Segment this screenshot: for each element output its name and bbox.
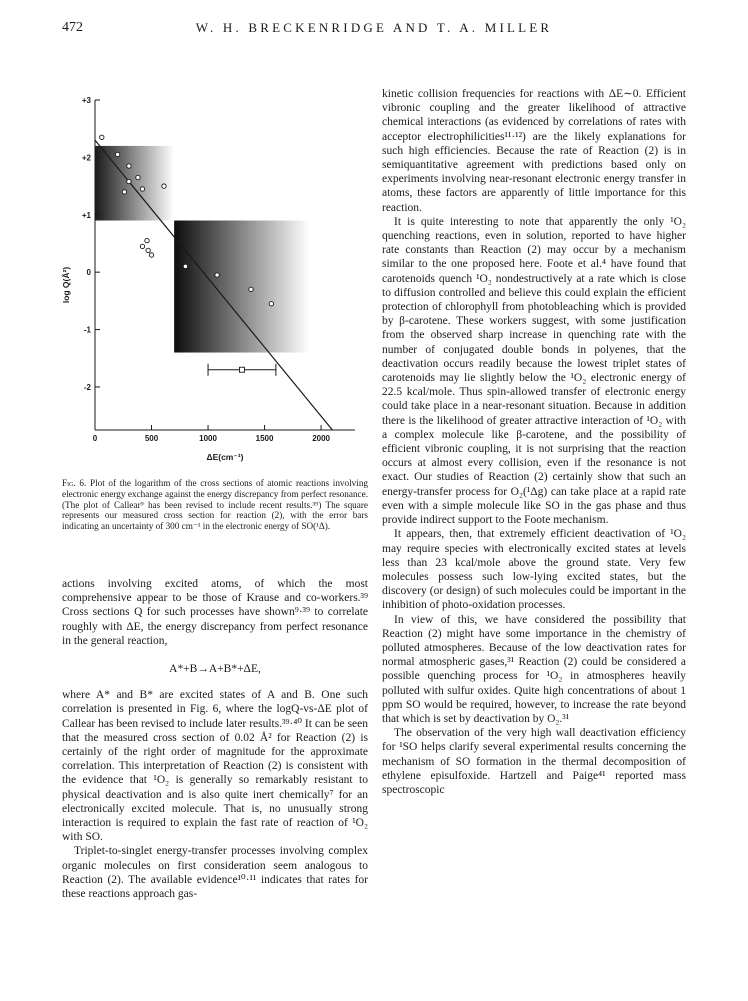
left-paragraph-3: Triplet-to-singlet energy-transfer processes involving complex organic molecules on first consideration seem analogous to Reaction (2). The available evidence¹⁰·¹¹ indicates that rates for these reactions approach gas- xyxy=(62,845,368,901)
right-column xyxy=(382,87,686,797)
left-column xyxy=(62,577,368,901)
caption-lead: Fig. 6. xyxy=(62,478,87,488)
y-tick-label: +1 xyxy=(81,210,91,220)
y-axis-label: log Q(Å²) xyxy=(61,266,71,304)
left-paragraph-1: actions involving excited atoms, of which the most comprehensive appear to be those of Krause and co-workers.³⁹ Cross sections Q for such processes have shown⁹·³⁹ to correlate roughly with ΔE, the energy discrepancy from perfect resonance in the general reaction, xyxy=(62,578,368,647)
right-paragraph-3: It appears, then, that extremely efficient deactivation of ¹O₂ may require species with electronically excited states at levels less than 23 kcal/mole above the ground state. Very few molecules possess such low-lying excited states, but the discovery (or design) of such molecules could be important in the inhibition of photo-oxidation processes. xyxy=(382,528,686,612)
square-point xyxy=(239,367,244,372)
figure-6-plot xyxy=(55,90,375,472)
data-point xyxy=(145,238,149,242)
left-paragraph-2: where A* and B* are excited states of A and B. One such correlation is presented in Fig. 6, where the logQ-vs-ΔE plot of Callear has been revised to include later results.³⁹·⁴⁰ It can be seen that the measured cross section of 0.02 Å² for Reaction (2) is certainly of the right order of magnitude for the approximate correlation. This interpretation of Reaction (2) is consistent with the evidence that ¹O₂ is generally so remarkably resistant to physical deactivation and is also quite inert chemically⁷ for an electronically excited molecule. That is, no unusually strong interaction is required to explain the fast rate of reaction of ¹O₂ with SO. xyxy=(62,689,368,844)
figure-6 xyxy=(55,90,375,472)
right-paragraph-2: It is quite interesting to note that apparently the only ¹O₂ quenching reactions, even in solution, reported to have higher rate constants than Reaction (2) may occur by a mechanism similar to the one proposed here. Foote et al.⁴ have found that carotenoids quench ¹O₂ nondestructively at a rate which is close to diffusion controlled and believe this could explain the efficient protection of chlorophyll from photobleaching which is provided by β-carotene. These workers suggest, with some justification from the observed sharp increase in quenching rate with the number of conjugated double bonds in polyenes, that the deactivation occurs readily because the lowest triplet states of carotenoids may lie slightly below the ¹O₂ electronic energy of 22.5 kcal/mole. Thus spin-allowed transfer of electronic energy could take place in a near-resonant situation. Because in addition there is the likelihood of greater attractive interaction of ¹O₂ with a complex molecule like β-carotene, and the possibility of efficient vibronic coupling, it is not surprising that the reaction occurs at almost every collision, even if the resonance is not exact. Our studies of Reaction (2) certainly show that such an energy-transfer process for O₂(¹Δg) can take place at a rapid rate even with a simple molecule like SO in the gas phase and thus provide indirect support to the Foote mechanism. xyxy=(382,215,686,527)
data-point xyxy=(127,164,131,168)
y-tick-label: -1 xyxy=(83,325,91,335)
shade-region-upper xyxy=(95,146,174,221)
data-point xyxy=(140,244,144,248)
data-point xyxy=(140,187,144,191)
data-point xyxy=(149,253,153,257)
data-point xyxy=(269,302,273,306)
y-tick-label: +3 xyxy=(81,96,91,105)
x-axis-label: ΔE(cm⁻¹) xyxy=(206,452,244,462)
data-point xyxy=(249,287,253,291)
data-point xyxy=(122,190,126,194)
data-point xyxy=(146,248,150,252)
x-tick-label: 1000 xyxy=(199,434,217,443)
data-point xyxy=(183,264,187,268)
right-paragraph-5: The observation of the very high wall deactivation efficiency for ¹SO helps clarify several experimental results concerning the mechanism of SO formation in the thermal decomposition of ethylene episulfoxide. Hartzell and Paige⁴¹ reported mass spectroscopic xyxy=(382,727,686,796)
data-point xyxy=(136,175,140,179)
data-point xyxy=(127,179,131,183)
data-point xyxy=(215,273,219,277)
caption-text: Plot of the logarithm of the cross sections of atomic reactions involving electronic energy exchange against the energy discrepancy from perfect resonance. (The plot of Callear⁹ has been revised to include recent results.³⁹) The square represents our measured cross section for reaction (2), with the error bars indicating an uncertainty of 300 cm⁻¹ in the electronic energy of SO(¹Δ). xyxy=(62,478,369,532)
right-paragraph-1: kinetic collision frequencies for reactions with ΔE∼0. Efficient vibronic coupling and the greater likelihood of attractive chemical interactions (as evidenced by correlations of rates with acceptor electrophilicities¹¹·¹²) are the likely explanations for such high efficiencies. Because the rate of Reaction (2) is in semiquantitative agreement with predictions based only on experiments involving near-resonant electronic energy transfer in atoms, these factors are apparently of little importance for this reaction. xyxy=(382,88,686,214)
x-tick-label: 2000 xyxy=(312,434,330,443)
data-point xyxy=(115,152,119,156)
y-tick-label: 0 xyxy=(86,268,91,278)
figure-6-caption xyxy=(62,478,368,532)
right-paragraph-4: In view of this, we have considered the possibility that Reaction (2) might have some importance in the chemistry of polluted atmospheres. Because of the low deactivation rates for normal atmospheric gases,³¹ Reaction (2) could be considered a possible quenching process for ¹O₂ in atmospheres heavily polluted with sulfur oxides. Quite high concentrations of about 1 ppm SO would be required, however, to increase the rate beyond that which is set by deactivation by O₂.³¹ xyxy=(382,613,686,725)
x-tick-label: 500 xyxy=(144,434,159,443)
y-tick-label: +2 xyxy=(81,153,91,163)
page-number: 472 xyxy=(62,20,83,35)
running-head: W. H. BRECKENRIDGE AND T. A. MILLER xyxy=(195,20,553,35)
x-tick-label: 0 xyxy=(92,434,98,443)
reaction-equation: A*+B→A+B*+ΔE, xyxy=(169,663,261,676)
y-tick-label: -2 xyxy=(83,382,91,392)
page-header xyxy=(0,20,748,40)
shade-region-lower xyxy=(174,221,310,353)
data-point xyxy=(162,184,166,188)
data-point xyxy=(100,135,104,139)
x-tick-label: 1500 xyxy=(255,434,274,443)
